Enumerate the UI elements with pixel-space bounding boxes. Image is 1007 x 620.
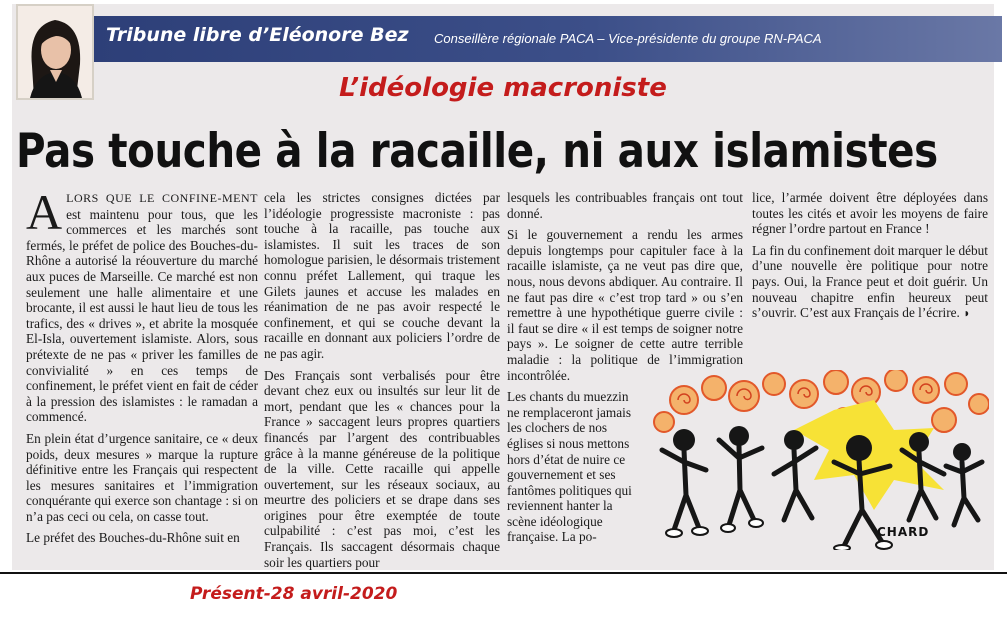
paragraph: Des Français sont verbalisés pour être devant chez eux ou insultés sur leur lit de mort, pendant que les « chances pour la France » saccagent leurs propres quartiers financés par l’argent des contribuables grâce à la manne généreuse de la politique de la ville. Cette racaille qui appelle ouvertement, sur les réseaux sociaux, au meurtre des policiers et se drape dans ses origines pour être exemptée de toute culpabilité : c’est pas moi, c’est les Français. Ils saccagent désormais chaque soir les quartiers pour <box>264 367 500 570</box>
article-column-2 <box>264 190 500 576</box>
paragraph: cela les strictes consignes dictées par l’idéologie progressiste macroniste : pas touche à la racaille, pas touche aux islamistes. Il suit les traces de son homologue parisien, le désormais tristement connu préfet Lallement, qui traque les Gilets jaunes et accuse les malades en réanimation de ne pas avoir respecté le confinement, et qui se couche devant la racaille en donnant aux policiers l’ordre de ne pas agir. <box>264 190 500 361</box>
cartoonist-signature: CHARD <box>877 525 930 539</box>
paragraph: lesquels les contribuables français ont tout donné. <box>507 190 743 221</box>
paragraph: Les chants du muezzin ne remplaceront jamais les clochers de nos églises si nous mettons hors d’état de nuire ce gouvernement et ses fantômes politiques qui reviennent hanter la scène idéologique française. La po- <box>507 389 632 545</box>
paragraph-text: La fin du confinement doit marquer le début d’une nouvelle ère politique pour notre pays. Oui, la France peut et doit guérir. Un nouveau chapitre enfin heureux peut s’ouvrir. C’est aux Français de l’écrire. <box>752 242 988 321</box>
end-mark-icon: ◗ <box>963 306 971 321</box>
paragraph: Le préfet des Bouches-du-Rhône suit en <box>26 530 240 546</box>
kicker-title: L’idéologie macroniste <box>339 73 667 103</box>
footer-divider <box>0 572 1007 574</box>
source-caption: Présent-28 avril-2020 <box>190 584 398 604</box>
headline: Pas touche à la racaille, ni aux islamistes <box>16 124 938 179</box>
drop-cap: A <box>26 184 63 240</box>
article-column-4 <box>752 190 988 328</box>
paragraph: lice, l’armée doivent être déployées dans toutes les cités et avoir les moyens de faire régner l’ordre partout en France ! <box>752 190 988 237</box>
article-column-1 <box>26 184 258 552</box>
paragraph: Si le gouvernement a rendu les armes depuis longtemps pour capituler face à la racaille islamiste, ça ne veut pas dire que, nous, nous devons abdiquer. Au contraire. Il ne faut pas dire « c’est trop tard » ou s’en remettre à une hypothétique guerre civile : il faut se dire « il est temps de soigner notre pays ». Le soigner de cette autre terrible maladie : la politique de l’immigration incontrôlée. <box>507 227 743 383</box>
riot-cartoon <box>644 370 989 550</box>
paragraph: En plein état d’urgence sanitaire, ce « deux poids, deux mesures » marque la rupture définitive entre les Français qui respectent les mesures sanitaires et l’immigration conquérante qui exerce son chantage : si on n’a pas ceci ou cela, on casse tout. <box>26 430 258 524</box>
paragraph <box>26 184 258 425</box>
author-role: Conseillère régionale PACA – Vice-présidente du groupe RN-PACA <box>434 31 822 46</box>
paragraph-text: est maintenu pour tous, que les commerces et les marchés sont fermés, le préfet de police des Bouches-du-Rhône a autorisé la réouverture du marché aux puces de Marseille. Ce marché est non seulement une halle alimentaire et une brocante, il est aussi le haut lieu de tous les trafics, des « drives », et abrite la mosquée El-Isla, ouvertement islamiste. Alors, sous prétexte de ne pas « priver les familles de convivialité » en ces temps de confinement, le préfet vient en fait de céder à la pression des islamistes : le ramadan a commencé. <box>26 206 258 425</box>
article-page <box>12 4 994 570</box>
paragraph <box>752 243 988 322</box>
lead-small-caps: LORS QUE LE CONFINE-MENT <box>66 191 258 205</box>
column-title: Tribune libre d’Eléonore Bez <box>106 24 409 46</box>
header-banner <box>94 16 1002 62</box>
